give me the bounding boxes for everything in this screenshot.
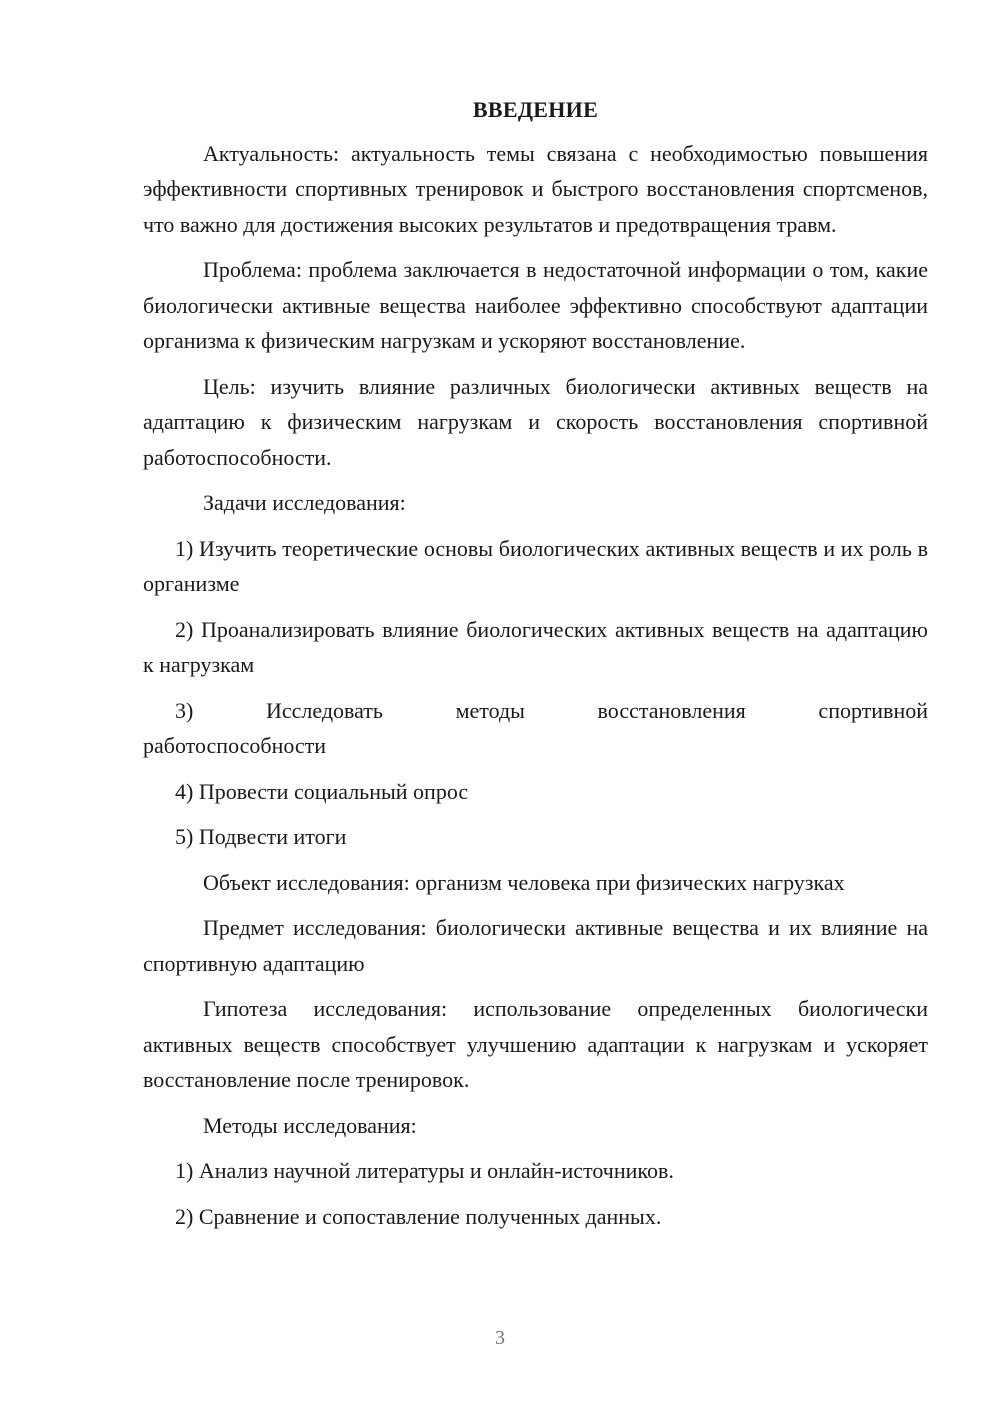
hypothesis-paragraph: Гипотеза исследования: использование определенных биологически активных веществ способствует улучшению адаптации к нагрузкам и ускоряет восстановление после тренировок.: [143, 996, 928, 1092]
task-item-3-continuation: работоспособности: [143, 733, 327, 758]
document-page: [143, 92, 928, 1244]
problem-paragraph: Проблема: проблема заключается в недостаточной информации о том, какие биологически активные вещества наиболее эффективно способствуют адаптации организма к физическим нагрузкам и ускоряют восстановление.: [143, 257, 928, 353]
subject-paragraph: Предмет исследования: биологически активные вещества и их влияние на спортивную адаптацию: [143, 915, 928, 976]
task-item-1: 1) Изучить теоретические основы биологических активных веществ и их роль в организме: [143, 535, 928, 596]
tasks-heading: Задачи исследования:: [203, 490, 406, 515]
methods-heading: Методы исследования:: [203, 1112, 417, 1138]
object-paragraph: Объект исследования: организм человека при физических нагрузках: [203, 869, 845, 895]
method-item-2: 2) Сравнение и сопоставление полученных данных.: [175, 1203, 662, 1229]
task-item-2: 2) Проанализировать влияние биологических активных веществ на адаптацию к нагрузкам: [143, 616, 928, 677]
page-number: 3: [495, 1327, 505, 1349]
relevance-paragraph: Актуальность: актуальность темы связана с необходимостью повышения эффективности спортивных тренировок и быстрого восстановления спортсменов, что важно для достижения высоких результатов и предотвращения травм.: [143, 140, 928, 237]
page-title: ВВЕДЕНИЕ: [472, 97, 599, 122]
task-item-5: 5) Подвести итоги: [175, 824, 347, 849]
method-item-1: 1) Анализ научной литературы и онлайн-источников.: [175, 1158, 674, 1183]
task-item-4: 4) Провести социальный опрос: [175, 778, 469, 804]
task-item-3: 3) Исследовать методы восстановления спортивной: [175, 697, 928, 723]
goal-paragraph: Цель: изучить влияние различных биологически активных веществ на адаптацию к физическим нагрузкам и скорость восстановления спортивной работоспособности.: [143, 373, 928, 470]
